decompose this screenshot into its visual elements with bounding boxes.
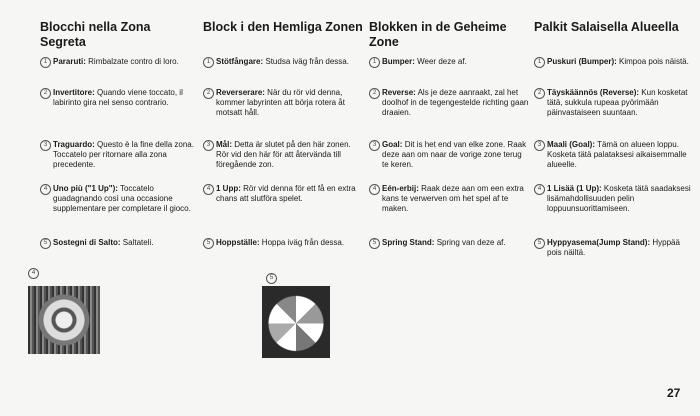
item-term: Stötfångare: [216,57,264,66]
item-number: 5 [534,238,545,249]
item-number: 4 [203,184,214,195]
list-item [203,140,363,170]
item-number: 5 [203,238,214,249]
item-term: Sostegni di Salto: [53,238,121,247]
item-text: Rör vid denna för ett få en extra chans att slutföra spelet. [216,184,356,203]
column-title: Blocchi nella Zona Segreta [40,20,151,49]
list-item [203,184,363,204]
item-number: 3 [203,140,214,151]
item-text: Spring van deze af. [436,238,506,247]
item-number: 1 [534,57,545,68]
item-text: När du rör vid denna, kommer labyrinten att börja rotera åt motsatt håll. [216,88,345,117]
item-term: Spring Stand: [382,238,435,247]
list-item [40,88,195,108]
list-item [369,238,529,248]
item-term: Reverserare: [216,88,265,97]
list-item [40,57,195,67]
item-term: Reverse: [382,88,416,97]
column-title: Blokken in de Geheime Zone [369,20,507,49]
item-term: 1 Lisää (1 Up): [547,184,602,193]
item-text: Studsa iväg från dessa. [265,57,349,66]
page-number: 27 [667,386,681,400]
list-item [534,140,694,170]
item-text: Tämä on alueen loppu. Kosketa tätä palataksesi aikaisemmalle alueelle. [547,140,687,169]
item-text: Questo è la fine della zona. Toccatelo per ritornare alla zona precedente. [53,140,194,169]
list-item [40,238,195,248]
list-item [534,57,694,67]
list-item [369,184,529,214]
item-term: Eén-erbij: [382,184,419,193]
item-number: 5 [40,238,51,249]
item-number: 2 [40,88,51,99]
item-text: Quando viene toccato, il labirinto gira nel senso contrario. [53,88,183,107]
item-number: 4 [369,184,380,195]
item-text: Kosketa tätä saadaksesi lisämahdollisuuden pelin loppuunsuorittamiseen. [547,184,691,213]
item-term: Bumper: [382,57,415,66]
item-number: 4 [534,184,545,195]
item-text: Toccatelo guadagnando così una occasione supplementare per completare il gioco. [53,184,191,213]
item-term: Uno più ("1 Up"): [53,184,118,193]
list-item [203,57,363,67]
item-term: Maali (Goal): [547,140,596,149]
item-number: 5 [369,238,380,249]
figure-number: 4 [28,268,39,279]
item-text: Detta är slutet på den här zonen. Rör vid den här för att återvända till föregående zon. [216,140,351,169]
item-number: 1 [369,57,380,68]
item-text: Saltateli. [122,238,154,247]
list-item [40,140,195,170]
item-number: 2 [369,88,380,99]
list-item [369,140,529,170]
column-title: Palkit Salaisella Alueella [534,20,679,34]
item-term: Pararuti: [53,57,86,66]
list-item [534,238,694,258]
item-text: Rimbalzate contro di loro. [88,57,179,66]
list-item [534,88,694,118]
item-number: 3 [369,140,380,151]
item-text: Dit is het end van elke zone. Raak deze aan om naar de vorige zone terug te keren. [382,140,527,169]
item-term: Invertitore: [53,88,95,97]
item-number: 4 [40,184,51,195]
item-number: 3 [40,140,51,151]
list-item [369,57,529,67]
item-term: Mål: [216,140,232,149]
figure-number: 5 [266,273,277,284]
item-text: Als je deze aanraakt, zal het doolhof in de tegengestelde richting gaan draaien. [382,88,529,117]
item-number: 2 [203,88,214,99]
item-term: Hyppyasema(Jump Stand): [547,238,651,247]
list-item [534,184,694,214]
item-term: Täyskäännös (Reverse): [547,88,640,97]
item-term: Hoppställe: [216,238,260,247]
list-item [203,88,363,118]
item-term: Goal: [382,140,403,149]
item-number: 2 [534,88,545,99]
item-text: Hoppa iväg från dessa. [261,238,345,247]
item-number: 3 [534,140,545,151]
jump-stand-block-image [262,286,330,358]
list-item [203,238,363,248]
item-number: 1 [203,57,214,68]
item-text: Hyppää pois näiltä. [547,238,680,257]
item-term: Traguardo: [53,140,95,149]
item-number: 1 [40,57,51,68]
item-text: Kimpoa pois näistä. [619,57,689,66]
list-item [40,184,195,214]
column-title: Block i den Hemliga Zonen [203,20,363,34]
item-text: Weer deze af. [417,57,467,66]
item-term: 1 Upp: [216,184,241,193]
one-up-block-image [28,286,100,354]
item-text: Raak deze aan om een extra kans te verwerven om het spel af te maken. [382,184,524,213]
list-item [369,88,529,118]
item-term: Puskuri (Bumper): [547,57,617,66]
item-text: Kun kosketat tätä, sukkula rupeaa pyörimään päinvastaiseen suuntaan. [547,88,688,117]
